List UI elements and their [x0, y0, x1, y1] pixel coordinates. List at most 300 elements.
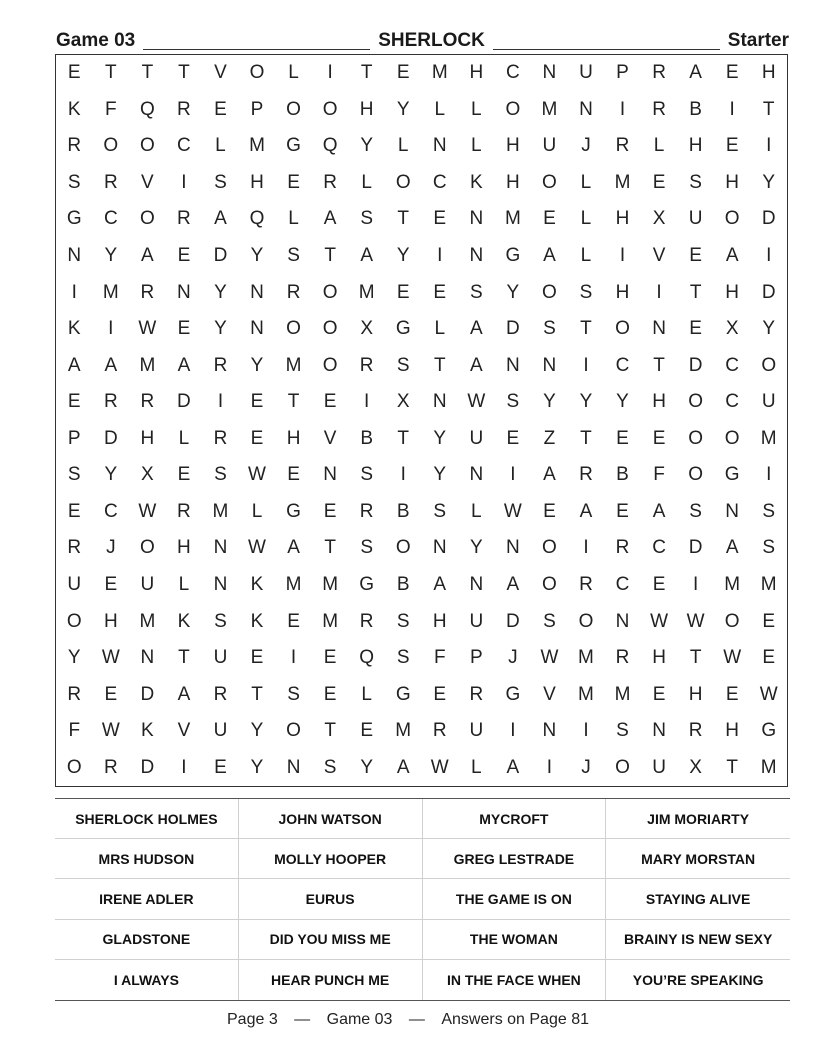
- grid-cell[interactable]: M: [322, 610, 339, 632]
- grid-cell[interactable]: R: [579, 573, 593, 595]
- grid-cell[interactable]: F: [68, 720, 81, 742]
- grid-cell[interactable]: P: [469, 647, 483, 669]
- grid-cell[interactable]: E: [67, 391, 81, 413]
- grid-cell[interactable]: O: [139, 135, 155, 157]
- grid-cell[interactable]: E: [652, 427, 666, 449]
- grid-cell[interactable]: K: [177, 610, 191, 632]
- grid-cell[interactable]: A: [543, 464, 556, 486]
- grid-cell[interactable]: S: [67, 171, 81, 193]
- grid-cell[interactable]: S: [67, 464, 81, 486]
- grid-cell[interactable]: H: [725, 171, 740, 193]
- grid-cell[interactable]: E: [433, 281, 447, 303]
- grid-cell[interactable]: D: [761, 281, 776, 303]
- grid-cell[interactable]: O: [395, 171, 411, 193]
- grid-cell[interactable]: E: [214, 98, 227, 120]
- grid-cell[interactable]: T: [141, 62, 154, 84]
- grid-cell[interactable]: I: [766, 245, 772, 267]
- grid-cell[interactable]: D: [688, 354, 703, 376]
- grid-cell[interactable]: E: [177, 464, 191, 486]
- grid-cell[interactable]: Q: [359, 647, 375, 669]
- grid-cell[interactable]: D: [213, 245, 228, 267]
- grid-cell[interactable]: M: [578, 647, 594, 669]
- grid-cell[interactable]: U: [542, 135, 557, 157]
- grid-cell[interactable]: T: [580, 318, 592, 340]
- grid-cell[interactable]: A: [104, 354, 118, 376]
- grid-cell[interactable]: W: [101, 647, 120, 669]
- grid-cell[interactable]: Y: [396, 98, 410, 120]
- grid-cell[interactable]: F: [433, 647, 446, 669]
- grid-cell[interactable]: W: [650, 610, 669, 632]
- grid-cell[interactable]: S: [506, 391, 520, 413]
- grid-cell[interactable]: I: [437, 245, 443, 267]
- grid-cell[interactable]: U: [140, 573, 155, 595]
- grid-cell[interactable]: R: [469, 683, 484, 705]
- grid-cell[interactable]: T: [251, 683, 263, 705]
- grid-cell[interactable]: R: [140, 391, 155, 413]
- grid-cell[interactable]: Z: [543, 427, 556, 449]
- grid-cell[interactable]: L: [178, 427, 190, 449]
- grid-cell[interactable]: S: [360, 537, 373, 559]
- grid-cell[interactable]: H: [432, 610, 447, 632]
- grid-cell[interactable]: V: [323, 427, 337, 449]
- grid-cell[interactable]: E: [725, 135, 739, 157]
- grid-cell[interactable]: O: [322, 318, 338, 340]
- grid-cell[interactable]: L: [653, 135, 665, 157]
- grid-cell[interactable]: Y: [469, 537, 483, 559]
- grid-cell[interactable]: O: [688, 464, 703, 486]
- grid-cell[interactable]: S: [762, 500, 776, 522]
- grid-cell[interactable]: K: [141, 720, 154, 742]
- grid-cell[interactable]: O: [688, 391, 703, 413]
- grid-cell[interactable]: E: [287, 171, 300, 193]
- grid-cell[interactable]: E: [689, 318, 702, 340]
- grid-cell[interactable]: U: [469, 720, 484, 742]
- grid-cell[interactable]: R: [213, 354, 228, 376]
- grid-cell[interactable]: A: [506, 756, 520, 778]
- grid-cell[interactable]: X: [141, 464, 154, 486]
- grid-cell[interactable]: S: [762, 537, 776, 559]
- grid-cell[interactable]: D: [506, 610, 520, 632]
- grid-cell[interactable]: O: [139, 537, 155, 559]
- grid-cell[interactable]: T: [433, 354, 446, 376]
- grid-cell[interactable]: M: [614, 171, 631, 193]
- grid-cell[interactable]: N: [652, 720, 666, 742]
- grid-cell[interactable]: N: [213, 537, 228, 559]
- grid-cell[interactable]: A: [725, 537, 739, 559]
- grid-cell[interactable]: L: [471, 756, 482, 778]
- grid-cell[interactable]: M: [724, 573, 741, 595]
- grid-cell[interactable]: H: [652, 647, 666, 669]
- grid-cell[interactable]: C: [103, 208, 118, 230]
- grid-cell[interactable]: N: [469, 573, 484, 595]
- grid-cell[interactable]: M: [358, 281, 375, 303]
- grid-cell[interactable]: S: [469, 281, 483, 303]
- grid-cell[interactable]: R: [688, 720, 703, 742]
- grid-cell[interactable]: T: [324, 245, 336, 267]
- grid-cell[interactable]: L: [251, 500, 263, 522]
- grid-cell[interactable]: R: [67, 537, 82, 559]
- grid-cell[interactable]: H: [615, 208, 630, 230]
- grid-cell[interactable]: T: [397, 427, 410, 449]
- grid-cell[interactable]: O: [724, 610, 740, 632]
- grid-cell[interactable]: D: [506, 318, 520, 340]
- grid-cell[interactable]: S: [287, 245, 300, 267]
- grid-cell[interactable]: N: [615, 610, 630, 632]
- grid-cell[interactable]: B: [689, 98, 702, 120]
- grid-cell[interactable]: O: [322, 281, 338, 303]
- grid-cell[interactable]: A: [725, 245, 739, 267]
- grid-cell[interactable]: S: [433, 500, 447, 522]
- grid-cell[interactable]: I: [290, 647, 297, 669]
- grid-cell[interactable]: E: [762, 610, 776, 632]
- grid-cell[interactable]: O: [249, 62, 265, 84]
- grid-cell[interactable]: T: [762, 98, 775, 120]
- grid-cell[interactable]: C: [103, 500, 118, 522]
- grid-cell[interactable]: E: [104, 573, 118, 595]
- grid-cell[interactable]: E: [543, 208, 556, 230]
- grid-cell[interactable]: A: [396, 756, 410, 778]
- grid-cell[interactable]: A: [177, 354, 191, 376]
- grid-cell[interactable]: S: [214, 171, 227, 193]
- grid-cell[interactable]: Q: [139, 98, 155, 120]
- grid-cell[interactable]: E: [67, 500, 81, 522]
- grid-cell[interactable]: E: [214, 756, 227, 778]
- grid-cell[interactable]: V: [543, 683, 556, 705]
- grid-cell[interactable]: L: [434, 318, 446, 340]
- grid-cell[interactable]: A: [67, 354, 81, 376]
- grid-cell[interactable]: D: [688, 537, 703, 559]
- grid-cell[interactable]: A: [141, 245, 154, 267]
- grid-cell[interactable]: K: [67, 98, 81, 120]
- grid-cell[interactable]: E: [396, 62, 410, 84]
- grid-cell[interactable]: L: [471, 135, 482, 157]
- grid-cell[interactable]: W: [248, 537, 266, 559]
- grid-cell[interactable]: E: [250, 647, 264, 669]
- grid-cell[interactable]: D: [177, 391, 191, 413]
- grid-cell[interactable]: E: [506, 427, 520, 449]
- grid-cell[interactable]: I: [583, 720, 589, 742]
- grid-cell[interactable]: O: [286, 720, 301, 742]
- grid-cell[interactable]: N: [213, 573, 228, 595]
- grid-cell[interactable]: E: [323, 391, 337, 413]
- grid-cell[interactable]: L: [471, 98, 482, 120]
- grid-cell[interactable]: M: [395, 720, 412, 742]
- grid-cell[interactable]: S: [396, 354, 410, 376]
- grid-cell[interactable]: H: [103, 610, 118, 632]
- grid-cell[interactable]: M: [760, 573, 777, 595]
- grid-cell[interactable]: M: [285, 354, 302, 376]
- grid-cell[interactable]: O: [542, 537, 557, 559]
- grid-cell[interactable]: K: [250, 573, 264, 595]
- grid-cell[interactable]: O: [542, 171, 557, 193]
- grid-cell[interactable]: L: [397, 135, 409, 157]
- grid-cell[interactable]: E: [250, 427, 264, 449]
- grid-cell[interactable]: I: [400, 464, 406, 486]
- grid-cell[interactable]: O: [542, 573, 557, 595]
- grid-cell[interactable]: Y: [214, 318, 227, 340]
- grid-cell[interactable]: U: [469, 610, 484, 632]
- grid-cell[interactable]: E: [689, 245, 702, 267]
- grid-cell[interactable]: U: [213, 720, 228, 742]
- grid-cell[interactable]: R: [103, 391, 118, 413]
- grid-cell[interactable]: H: [286, 427, 301, 449]
- grid-cell[interactable]: A: [506, 573, 520, 595]
- grid-cell[interactable]: M: [504, 208, 521, 230]
- grid-cell[interactable]: M: [322, 573, 339, 595]
- grid-cell[interactable]: L: [215, 135, 226, 157]
- grid-cell[interactable]: C: [725, 391, 740, 413]
- grid-cell[interactable]: O: [66, 756, 82, 778]
- grid-cell[interactable]: J: [106, 537, 116, 559]
- grid-cell[interactable]: E: [323, 500, 337, 522]
- grid-cell[interactable]: I: [692, 573, 699, 595]
- grid-cell[interactable]: O: [286, 318, 301, 340]
- grid-cell[interactable]: O: [505, 98, 521, 120]
- grid-cell[interactable]: G: [359, 573, 375, 595]
- grid-cell[interactable]: E: [177, 245, 191, 267]
- grid-cell[interactable]: O: [322, 354, 338, 376]
- grid-cell[interactable]: Y: [67, 647, 81, 669]
- grid-cell[interactable]: W: [430, 756, 449, 778]
- grid-cell[interactable]: N: [579, 98, 593, 120]
- grid-cell[interactable]: U: [579, 62, 593, 84]
- grid-cell[interactable]: E: [250, 391, 264, 413]
- grid-cell[interactable]: E: [433, 208, 447, 230]
- grid-cell[interactable]: H: [506, 135, 520, 157]
- grid-cell[interactable]: O: [615, 756, 630, 778]
- grid-cell[interactable]: H: [688, 135, 703, 157]
- grid-cell[interactable]: R: [177, 98, 191, 120]
- grid-cell[interactable]: T: [689, 647, 702, 669]
- grid-cell[interactable]: N: [323, 464, 337, 486]
- grid-cell[interactable]: T: [360, 62, 373, 84]
- grid-cell[interactable]: N: [469, 208, 484, 230]
- grid-cell[interactable]: I: [656, 281, 662, 303]
- grid-cell[interactable]: G: [286, 500, 301, 522]
- grid-cell[interactable]: T: [689, 281, 702, 303]
- grid-cell[interactable]: F: [653, 464, 665, 486]
- grid-cell[interactable]: H: [725, 720, 740, 742]
- grid-cell[interactable]: N: [432, 391, 447, 413]
- grid-cell[interactable]: W: [138, 500, 157, 522]
- grid-cell[interactable]: H: [140, 427, 155, 449]
- grid-cell[interactable]: V: [652, 245, 666, 267]
- grid-cell[interactable]: Y: [433, 427, 447, 449]
- grid-cell[interactable]: R: [652, 62, 666, 84]
- grid-cell[interactable]: M: [212, 500, 229, 522]
- grid-cell[interactable]: N: [286, 756, 301, 778]
- grid-cell[interactable]: L: [361, 683, 372, 705]
- grid-cell[interactable]: D: [103, 427, 118, 449]
- grid-cell[interactable]: A: [469, 354, 483, 376]
- grid-cell[interactable]: X: [689, 756, 702, 778]
- grid-cell[interactable]: L: [434, 98, 446, 120]
- grid-cell[interactable]: H: [506, 171, 520, 193]
- grid-cell[interactable]: R: [103, 171, 118, 193]
- grid-cell[interactable]: N: [652, 318, 666, 340]
- grid-cell[interactable]: E: [396, 281, 410, 303]
- grid-cell[interactable]: Y: [396, 245, 410, 267]
- grid-cell[interactable]: L: [361, 171, 372, 193]
- grid-cell[interactable]: L: [580, 208, 592, 230]
- grid-cell[interactable]: S: [543, 318, 556, 340]
- grid-cell[interactable]: W: [723, 647, 742, 669]
- grid-cell[interactable]: O: [761, 354, 777, 376]
- grid-cell[interactable]: C: [177, 135, 191, 157]
- grid-cell[interactable]: E: [323, 683, 337, 705]
- grid-cell[interactable]: M: [139, 610, 156, 632]
- grid-cell[interactable]: M: [285, 573, 302, 595]
- grid-cell[interactable]: Y: [214, 281, 227, 303]
- grid-cell[interactable]: R: [432, 720, 447, 742]
- grid-cell[interactable]: S: [360, 464, 373, 486]
- grid-cell[interactable]: Y: [360, 756, 373, 778]
- grid-cell[interactable]: Q: [322, 135, 338, 157]
- grid-cell[interactable]: U: [688, 208, 703, 230]
- grid-cell[interactable]: G: [505, 683, 521, 705]
- grid-cell[interactable]: E: [652, 683, 666, 705]
- grid-cell[interactable]: E: [104, 683, 118, 705]
- grid-cell[interactable]: I: [729, 98, 735, 120]
- grid-cell[interactable]: X: [360, 318, 373, 340]
- grid-cell[interactable]: I: [583, 354, 589, 376]
- grid-cell[interactable]: I: [766, 135, 772, 157]
- grid-cell[interactable]: E: [725, 683, 739, 705]
- grid-cell[interactable]: Q: [249, 208, 265, 230]
- grid-cell[interactable]: C: [615, 354, 630, 376]
- grid-cell[interactable]: G: [724, 464, 740, 486]
- grid-cell[interactable]: Y: [762, 171, 776, 193]
- grid-cell[interactable]: R: [359, 354, 374, 376]
- grid-cell[interactable]: M: [760, 756, 777, 778]
- grid-cell[interactable]: J: [581, 135, 591, 157]
- grid-cell[interactable]: F: [105, 98, 117, 120]
- grid-cell[interactable]: S: [287, 683, 300, 705]
- grid-cell[interactable]: R: [615, 647, 630, 669]
- grid-cell[interactable]: A: [579, 500, 593, 522]
- grid-cell[interactable]: K: [469, 171, 483, 193]
- grid-cell[interactable]: E: [67, 62, 81, 84]
- grid-cell[interactable]: E: [287, 610, 300, 632]
- grid-cell[interactable]: Y: [543, 391, 556, 413]
- grid-cell[interactable]: T: [178, 62, 190, 84]
- grid-cell[interactable]: T: [324, 537, 336, 559]
- grid-cell[interactable]: N: [67, 245, 82, 267]
- grid-cell[interactable]: R: [67, 683, 82, 705]
- grid-cell[interactable]: A: [323, 208, 337, 230]
- grid-cell[interactable]: S: [214, 610, 227, 632]
- grid-cell[interactable]: S: [689, 171, 702, 193]
- grid-cell[interactable]: R: [359, 500, 374, 522]
- grid-cell[interactable]: N: [140, 647, 155, 669]
- grid-cell[interactable]: W: [503, 500, 522, 522]
- grid-cell[interactable]: G: [66, 208, 82, 230]
- grid-cell[interactable]: V: [177, 720, 191, 742]
- grid-cell[interactable]: C: [652, 537, 666, 559]
- grid-cell[interactable]: Y: [250, 245, 264, 267]
- grid-cell[interactable]: R: [579, 464, 593, 486]
- grid-cell[interactable]: W: [248, 464, 266, 486]
- grid-cell[interactable]: B: [616, 464, 629, 486]
- grid-cell[interactable]: A: [287, 537, 300, 559]
- grid-cell[interactable]: G: [286, 135, 301, 157]
- grid-cell[interactable]: R: [286, 281, 301, 303]
- grid-cell[interactable]: S: [579, 281, 593, 303]
- grid-cell[interactable]: O: [322, 98, 338, 120]
- grid-cell[interactable]: I: [619, 98, 626, 120]
- grid-cell[interactable]: E: [652, 171, 666, 193]
- grid-cell[interactable]: M: [541, 98, 558, 120]
- grid-cell[interactable]: X: [396, 391, 410, 413]
- grid-cell[interactable]: Y: [762, 318, 776, 340]
- grid-cell[interactable]: N: [177, 281, 191, 303]
- grid-cell[interactable]: B: [396, 573, 410, 595]
- grid-cell[interactable]: R: [103, 756, 118, 778]
- grid-cell[interactable]: M: [760, 427, 777, 449]
- grid-cell[interactable]: L: [288, 208, 299, 230]
- grid-cell[interactable]: E: [616, 427, 629, 449]
- grid-cell[interactable]: S: [616, 720, 629, 742]
- grid-cell[interactable]: W: [138, 318, 157, 340]
- grid-cell[interactable]: E: [433, 683, 447, 705]
- grid-cell[interactable]: L: [471, 500, 482, 522]
- grid-cell[interactable]: I: [181, 756, 187, 778]
- grid-cell[interactable]: R: [213, 683, 228, 705]
- grid-cell[interactable]: H: [652, 391, 666, 413]
- grid-cell[interactable]: N: [506, 537, 520, 559]
- grid-cell[interactable]: H: [688, 683, 703, 705]
- grid-cell[interactable]: Y: [360, 135, 373, 157]
- grid-cell[interactable]: J: [581, 756, 591, 778]
- grid-cell[interactable]: U: [469, 427, 484, 449]
- grid-cell[interactable]: Y: [104, 464, 118, 486]
- grid-cell[interactable]: J: [508, 647, 518, 669]
- grid-cell[interactable]: O: [286, 98, 301, 120]
- grid-cell[interactable]: U: [652, 756, 666, 778]
- grid-cell[interactable]: O: [615, 318, 630, 340]
- grid-cell[interactable]: K: [67, 318, 81, 340]
- grid-cell[interactable]: N: [432, 537, 447, 559]
- grid-cell[interactable]: A: [360, 245, 373, 267]
- grid-cell[interactable]: R: [177, 500, 191, 522]
- grid-cell[interactable]: Y: [616, 391, 629, 413]
- grid-cell[interactable]: A: [543, 245, 556, 267]
- grid-cell[interactable]: B: [360, 427, 373, 449]
- grid-cell[interactable]: Y: [250, 756, 264, 778]
- grid-cell[interactable]: E: [287, 464, 300, 486]
- grid-cell[interactable]: I: [766, 464, 772, 486]
- grid-cell[interactable]: O: [578, 610, 594, 632]
- grid-cell[interactable]: Y: [579, 391, 593, 413]
- grid-cell[interactable]: O: [66, 610, 82, 632]
- grid-cell[interactable]: I: [510, 720, 516, 742]
- grid-cell[interactable]: R: [359, 610, 374, 632]
- grid-cell[interactable]: Y: [104, 245, 118, 267]
- grid-cell[interactable]: D: [140, 683, 155, 705]
- grid-cell[interactable]: M: [614, 683, 631, 705]
- grid-cell[interactable]: U: [67, 573, 82, 595]
- grid-cell[interactable]: M: [249, 135, 265, 157]
- grid-cell[interactable]: L: [580, 245, 592, 267]
- grid-cell[interactable]: N: [542, 62, 557, 84]
- grid-cell[interactable]: C: [725, 354, 740, 376]
- grid-cell[interactable]: G: [761, 720, 777, 742]
- grid-cell[interactable]: R: [615, 537, 630, 559]
- grid-cell[interactable]: K: [250, 610, 264, 632]
- grid-cell[interactable]: O: [688, 427, 703, 449]
- grid-cell[interactable]: M: [578, 683, 594, 705]
- grid-cell[interactable]: A: [652, 500, 666, 522]
